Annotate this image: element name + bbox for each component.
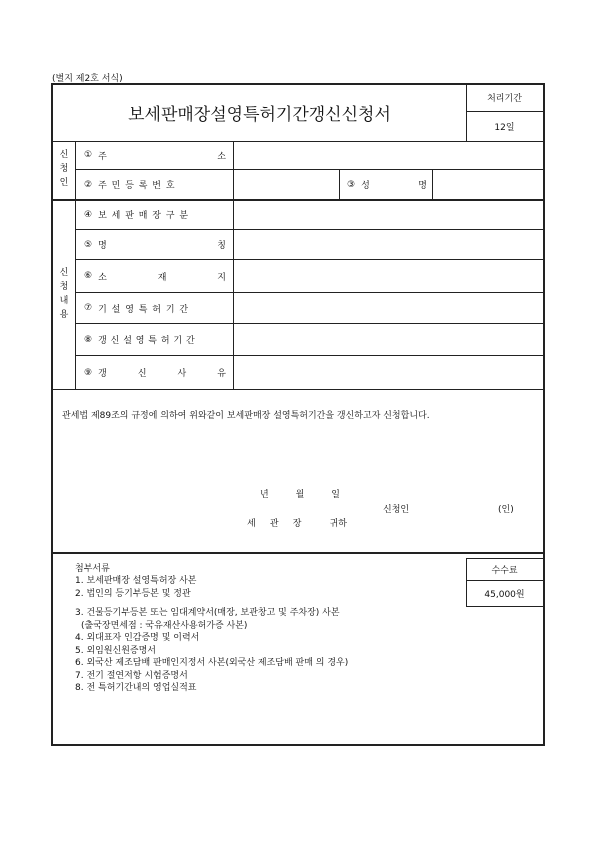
attachment-item: 6. 외국산 제조담배 판매인지정서 사본(외국산 제조담배 판매 의 경우)	[75, 658, 349, 668]
attachment-item: (출국장면세점 : 국유재산사용허가증 사본)	[81, 620, 248, 631]
address-label: ① 주 소	[84, 150, 226, 162]
processing-period-value: 12일	[494, 123, 515, 133]
store-type-field[interactable]	[234, 200, 543, 229]
form-title: 보세판매장설영특허기간갱신신청서	[128, 104, 391, 125]
store-type-label: ④ 보 세 판 매 장 구 분	[84, 209, 190, 221]
attachments-list	[75, 575, 348, 695]
attachment-item: 4. 외대표자 인감증명 및 이력서	[75, 633, 200, 643]
address-field[interactable]	[234, 142, 543, 169]
attachments-title: 첨부서류	[75, 564, 110, 574]
resident-number-label: ② 주 민 등 록 번 호	[84, 179, 176, 191]
location-label: ⑥ 소 재 지	[84, 271, 226, 283]
title-name-field[interactable]	[234, 230, 543, 259]
resident-number-field[interactable]	[234, 170, 339, 199]
name-field[interactable]	[433, 170, 543, 199]
addressee: 세 관 장 귀하	[247, 519, 347, 529]
attachment-item: 3. 건물등기부등본 또는 임대계약서(매장, 보관창고 및 주차장) 사본	[75, 608, 340, 618]
attachment-item: 2. 법인의 등기부등본 및 정관	[75, 588, 191, 599]
name-label: ③ 성 명	[347, 179, 427, 191]
title-name-label: ⑤ 명 칭	[84, 239, 226, 251]
seal-mark: (인)	[498, 505, 514, 515]
date-line: 년 월 일	[260, 490, 340, 500]
fee-value: 45,000원	[484, 590, 525, 600]
location-field[interactable]	[234, 260, 543, 292]
attachment-item: 5. 외임원신원증명서	[75, 645, 157, 656]
applicant-sign-label: 신청인	[383, 505, 410, 515]
fee-label: 수수료	[491, 566, 518, 576]
existing-period-field[interactable]	[234, 293, 543, 323]
renewal-period-field[interactable]	[234, 324, 543, 355]
form-number-label: (별지 제2호 서식)	[52, 74, 123, 84]
section-applicant-label: 신 청 인	[59, 150, 69, 188]
statement-text: 관세법 제89조의 규정에 의하여 위와같이 보세판매장 설영특허기간을 갱신하고자 신청합니다.	[62, 411, 430, 421]
existing-period-label: ⑦ 기 설 영 특 허 기 간	[84, 303, 190, 315]
processing-period-label: 처리기간	[487, 94, 522, 104]
renewal-reason-label: ⑨ 갱 신 사 유	[84, 367, 226, 379]
renewal-period-label: ⑧ 갱 신 설 영 특 허 기 간	[84, 334, 196, 346]
attachment-item: 7. 전기 절연저항 시험증명서	[75, 670, 188, 681]
attachment-item: 1. 보세판매장 설영특허장 사본	[75, 576, 197, 586]
attachment-item: 8. 전 특허기간내의 영업실적표	[75, 683, 197, 693]
section-request-label: 신 청 내 용	[59, 268, 69, 320]
renewal-reason-field[interactable]	[234, 356, 543, 389]
